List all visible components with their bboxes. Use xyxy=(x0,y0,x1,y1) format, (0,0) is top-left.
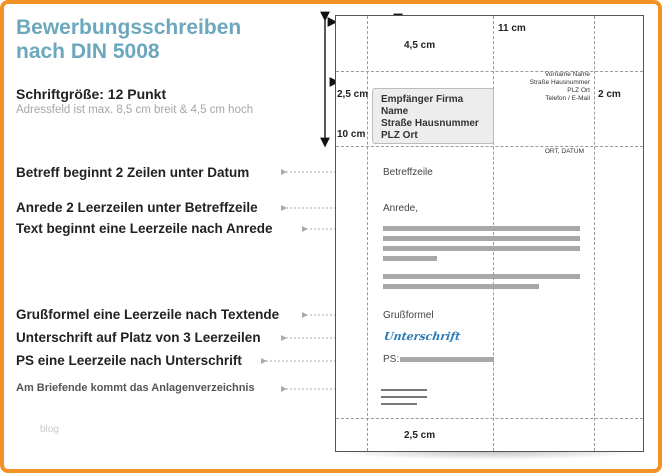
text-line xyxy=(383,256,437,261)
salutation: Anrede, xyxy=(383,203,419,214)
guide-right-margin xyxy=(594,16,595,451)
closing: Grußformel xyxy=(383,310,434,321)
place-date: ORT, DATUM xyxy=(544,148,584,155)
dim-label-4-5cm: 4,5 cm xyxy=(404,40,436,51)
rule-ps: PS eine Leerzeile nach Unterschrift xyxy=(16,353,242,368)
dim-label-left-2-5cm: 2,5 cm xyxy=(337,89,369,100)
recipient-name: Name xyxy=(381,106,409,117)
text-line xyxy=(383,274,580,279)
rule-attachments: Am Briefende kommt das Anlagenverzeichnis xyxy=(16,382,255,394)
sender-street: Straße Hausnummer xyxy=(529,79,590,86)
sender-contact: Telefon / E-Mail xyxy=(545,95,590,102)
dim-label-right-2cm: 2 cm xyxy=(598,89,621,100)
recipient-company: Empfänger Firma xyxy=(381,94,464,105)
ps-label: PS: xyxy=(383,354,400,365)
rule-signature: Unterschrift auf Platz von 3 Leerzeilen xyxy=(16,330,261,345)
page-title: Bewerbungsschreiben nach DIN 5008 xyxy=(16,16,242,63)
rule-closing: Grußformel eine Leerzeile nach Textende xyxy=(16,307,280,322)
sender-name: Vorname Name xyxy=(544,71,590,78)
rule-salutation: Anrede 2 Leerzeilen unter Betreffzeile xyxy=(16,200,258,215)
recipient-address-field xyxy=(372,88,494,144)
guide-10cm xyxy=(336,146,643,147)
attachment-line xyxy=(381,396,427,398)
ps-line xyxy=(400,357,494,362)
address-field-note: Adressfeld ist max. 8,5 cm breit & 4,5 cm hoch xyxy=(16,104,254,116)
guide-4-5cm xyxy=(336,71,643,72)
sender-block xyxy=(530,71,590,103)
rule-text-start: Text beginnt eine Leerzeile nach Anrede xyxy=(16,221,273,236)
dim-label-bottom-2-5cm: 2,5 cm xyxy=(404,430,436,441)
attachment-line xyxy=(381,389,427,391)
recipient-city: PLZ Ort xyxy=(381,130,418,141)
sender-city: PLZ Ort xyxy=(567,87,590,94)
signature: Unterschrift xyxy=(383,330,462,343)
letter-page xyxy=(335,15,644,452)
text-line xyxy=(383,246,580,251)
text-line xyxy=(383,236,580,241)
guide-bottom xyxy=(336,418,643,419)
text-line xyxy=(383,284,539,289)
dim-label-11cm: 11 cm xyxy=(498,23,526,34)
watermark: blog xyxy=(40,424,59,435)
recipient-street: Straße Hausnummer xyxy=(381,118,479,129)
guide-11cm xyxy=(493,16,494,451)
rule-subject: Betreff beginnt 2 Zeilen unter Datum xyxy=(16,165,250,180)
attachment-line xyxy=(381,403,417,405)
guide-left-margin xyxy=(367,16,368,451)
font-size-label: Schriftgröße: 12 Punkt xyxy=(16,86,167,102)
text-line xyxy=(383,226,580,231)
dim-label-10cm: 10 cm xyxy=(337,129,366,140)
subject-line: Betreffzeile xyxy=(383,167,433,178)
